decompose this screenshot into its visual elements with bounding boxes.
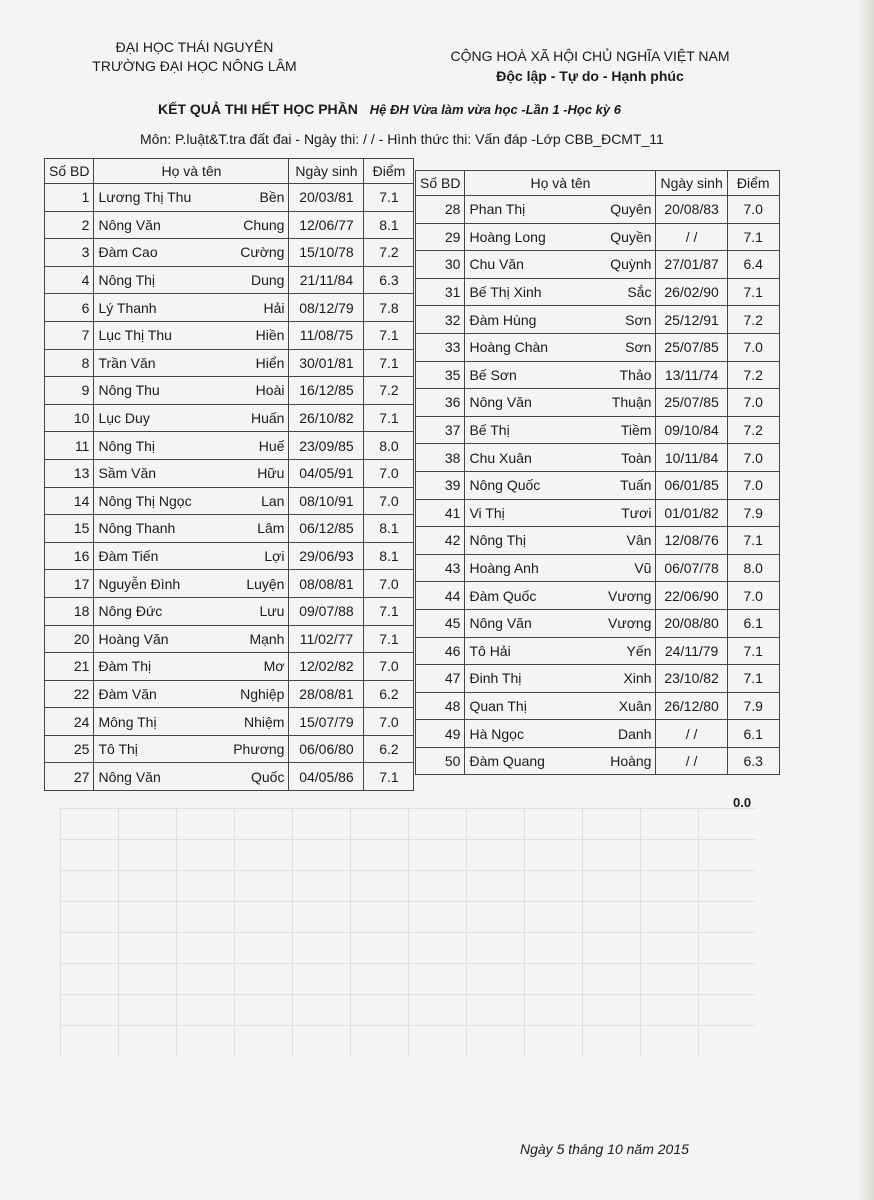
student-given-name: Tiềm: [578, 416, 656, 444]
student-score: 7.1: [727, 527, 779, 555]
student-name: Lý Thanh: [94, 294, 212, 322]
student-number: 7: [45, 321, 94, 349]
student-given-name: Quốc: [212, 763, 289, 791]
student-dob: 12/06/77: [289, 211, 364, 239]
col-header-name: Họ và tên: [465, 171, 656, 196]
student-dob: / /: [656, 747, 727, 775]
student-score: 7.0: [727, 333, 779, 361]
student-number: 29: [416, 223, 465, 251]
student-dob: / /: [656, 223, 727, 251]
student-dob: 20/03/81: [289, 184, 364, 212]
student-number: 27: [45, 763, 94, 791]
student-given-name: Tươi: [578, 499, 656, 527]
student-score: 8.0: [727, 554, 779, 582]
university-name: ĐẠI HỌC THÁI NGUYÊN: [115, 39, 274, 55]
student-given-name: Vũ: [578, 554, 656, 582]
student-dob: 04/05/86: [289, 763, 364, 791]
student-name: Hà Ngọc: [465, 720, 578, 748]
student-score: 8.1: [364, 542, 414, 570]
table-row: [45, 597, 414, 625]
student-name: Đàm Văn: [94, 680, 212, 708]
student-score: 7.1: [364, 321, 414, 349]
student-number: 30: [416, 251, 465, 279]
student-name: Phan Thị: [465, 196, 578, 224]
table-row: [416, 720, 780, 748]
student-given-name: Quyền: [578, 223, 656, 251]
student-number: 31: [416, 278, 465, 306]
student-score: 6.2: [364, 680, 414, 708]
student-name: Tô Hải: [465, 637, 578, 665]
student-score: 6.4: [727, 251, 779, 279]
student-dob: 26/12/80: [656, 692, 727, 720]
student-score: 7.0: [364, 653, 414, 681]
student-dob: 06/12/85: [289, 515, 364, 543]
student-score: 7.0: [364, 570, 414, 598]
student-given-name: Xuân: [578, 692, 656, 720]
student-given-name: Sơn: [578, 333, 656, 361]
student-name: Nông Thu: [94, 377, 212, 405]
student-name: Nông Quốc: [465, 471, 578, 499]
student-given-name: Nghiệp: [212, 680, 289, 708]
student-given-name: Xinh: [578, 665, 656, 693]
table-row: [416, 665, 780, 693]
table-row: [45, 459, 414, 487]
student-score: 7.8: [364, 294, 414, 322]
student-name: Vi Thị: [465, 499, 578, 527]
student-dob: 23/10/82: [656, 665, 727, 693]
col-header-score: Điểm: [727, 171, 779, 196]
student-name: Nông Thị: [465, 527, 578, 555]
student-dob: 21/11/84: [289, 266, 364, 294]
student-number: 8: [45, 349, 94, 377]
student-score: 7.2: [727, 416, 779, 444]
student-name: Sầm Văn: [94, 459, 212, 487]
student-dob: 16/12/85: [289, 377, 364, 405]
student-name: Lục Duy: [94, 404, 212, 432]
student-name: Lương Thị Thu: [94, 184, 212, 212]
student-name: Nông Văn: [94, 763, 212, 791]
student-dob: 04/05/91: [289, 459, 364, 487]
student-name: Mông Thị: [94, 708, 212, 736]
student-number: 28: [416, 196, 465, 224]
student-number: 32: [416, 306, 465, 334]
student-number: 39: [416, 471, 465, 499]
student-score: 7.0: [727, 471, 779, 499]
student-number: 14: [45, 487, 94, 515]
student-given-name: Vương: [578, 609, 656, 637]
table-row: [416, 747, 780, 775]
student-name: Nông Văn: [465, 389, 578, 417]
table-row: [416, 692, 780, 720]
student-name: Nông Đức: [94, 597, 212, 625]
student-score: 7.0: [727, 196, 779, 224]
student-given-name: Hiền: [212, 321, 289, 349]
student-dob: 23/09/85: [289, 432, 364, 460]
student-dob: 08/12/79: [289, 294, 364, 322]
student-given-name: Yến: [578, 637, 656, 665]
student-dob: 25/07/85: [656, 389, 727, 417]
student-number: 17: [45, 570, 94, 598]
student-score: 8.0: [364, 432, 414, 460]
student-dob: 09/07/88: [289, 597, 364, 625]
student-given-name: Mơ: [212, 653, 289, 681]
table-row: [45, 653, 414, 681]
results-table-right: [415, 170, 780, 775]
student-number: 33: [416, 333, 465, 361]
student-score: 7.1: [727, 278, 779, 306]
student-given-name: Hải: [212, 294, 289, 322]
table-row: [416, 389, 780, 417]
table-row: [45, 211, 414, 239]
table-row: [45, 294, 414, 322]
student-name: Đàm Thị: [94, 653, 212, 681]
student-score: 7.1: [364, 763, 414, 791]
student-name: Hoàng Anh: [465, 554, 578, 582]
student-dob: 26/02/90: [656, 278, 727, 306]
student-dob: 20/08/80: [656, 609, 727, 637]
student-number: 25: [45, 735, 94, 763]
institution-header: [82, 38, 307, 76]
student-number: 44: [416, 582, 465, 610]
student-score: 7.2: [727, 361, 779, 389]
table-header-row: [416, 171, 780, 196]
student-dob: 28/08/81: [289, 680, 364, 708]
student-score: 7.1: [727, 665, 779, 693]
student-number: 49: [416, 720, 465, 748]
student-given-name: Danh: [578, 720, 656, 748]
student-given-name: Chung: [212, 211, 289, 239]
student-name: Nông Thị: [94, 266, 212, 294]
col-header-no: Số BD: [416, 171, 465, 196]
table-row: [416, 251, 780, 279]
student-number: 21: [45, 653, 94, 681]
student-dob: 13/11/74: [656, 361, 727, 389]
table-row: [416, 471, 780, 499]
student-number: 20: [45, 625, 94, 653]
student-given-name: Lưu: [212, 597, 289, 625]
student-number: 50: [416, 747, 465, 775]
student-dob: 20/08/83: [656, 196, 727, 224]
student-number: 11: [45, 432, 94, 460]
student-score: 7.0: [727, 389, 779, 417]
student-score: 7.1: [364, 597, 414, 625]
table-row: [45, 487, 414, 515]
student-dob: 09/10/84: [656, 416, 727, 444]
student-name: Lục Thị Thu: [94, 321, 212, 349]
table-row: [45, 625, 414, 653]
student-dob: 25/07/85: [656, 333, 727, 361]
table-row: [416, 582, 780, 610]
student-number: 38: [416, 444, 465, 472]
exam-info: Môn: P.luật&T.tra đất đai - Ngày thi: / / - Hình thức thi: Vấn đáp -Lớp CBB_ĐCMT_11: [140, 131, 664, 147]
student-given-name: Huế: [212, 432, 289, 460]
title-main: KẾT QUẢ THI HẾT HỌC PHẦN: [158, 101, 358, 117]
national-header: [425, 46, 755, 86]
country-name: CỘNG HOÀ XÃ HỘI CHỦ NGHĨA VIỆT NAM: [450, 48, 730, 64]
student-number: 2: [45, 211, 94, 239]
table-row: [416, 196, 780, 224]
student-name: Bế Thị Xinh: [465, 278, 578, 306]
col-header-dob: Ngày sinh: [656, 171, 727, 196]
student-name: Đàm Quốc: [465, 582, 578, 610]
table-row: [45, 377, 414, 405]
student-score: 6.1: [727, 609, 779, 637]
table-row: [45, 680, 414, 708]
student-dob: 30/01/81: [289, 349, 364, 377]
table-row: [416, 499, 780, 527]
student-given-name: Sơn: [578, 306, 656, 334]
student-score: 7.0: [727, 582, 779, 610]
student-score: 7.0: [364, 708, 414, 736]
student-dob: 08/10/91: [289, 487, 364, 515]
student-score: 6.1: [727, 720, 779, 748]
student-dob: / /: [656, 720, 727, 748]
student-score: 7.1: [364, 349, 414, 377]
student-dob: 01/01/82: [656, 499, 727, 527]
student-score: 8.1: [364, 515, 414, 543]
student-score: 6.2: [364, 735, 414, 763]
student-number: 43: [416, 554, 465, 582]
student-given-name: Dung: [212, 266, 289, 294]
student-number: 46: [416, 637, 465, 665]
table-row: [45, 321, 414, 349]
student-given-name: Vương: [578, 582, 656, 610]
student-name: Đàm Cao: [94, 239, 212, 267]
student-dob: 25/12/91: [656, 306, 727, 334]
table-row: [416, 527, 780, 555]
student-given-name: Tuấn: [578, 471, 656, 499]
student-score: 6.3: [727, 747, 779, 775]
student-score: 7.1: [364, 625, 414, 653]
student-given-name: Bền: [212, 184, 289, 212]
student-name: Nông Thị Ngọc: [94, 487, 212, 515]
national-motto: Độc lập - Tự do - Hạnh phúc: [496, 68, 684, 84]
student-number: 10: [45, 404, 94, 432]
student-number: 36: [416, 389, 465, 417]
student-dob: 15/10/78: [289, 239, 364, 267]
student-name: Bế Sơn: [465, 361, 578, 389]
scan-edge-shadow: [858, 0, 874, 1200]
student-dob: 06/06/80: [289, 735, 364, 763]
student-score: 7.0: [364, 459, 414, 487]
results-table-left: [44, 158, 414, 791]
student-dob: 10/11/84: [656, 444, 727, 472]
student-name: Nguyễn Đình: [94, 570, 212, 598]
student-number: 6: [45, 294, 94, 322]
student-number: 15: [45, 515, 94, 543]
table-row: [416, 306, 780, 334]
student-number: 35: [416, 361, 465, 389]
table-row: [416, 554, 780, 582]
student-name: Đàm Tiến: [94, 542, 212, 570]
student-number: 41: [416, 499, 465, 527]
student-given-name: Lâm: [212, 515, 289, 543]
table-row: [416, 444, 780, 472]
student-name: Tô Thị: [94, 735, 212, 763]
table-row: [416, 637, 780, 665]
student-number: 3: [45, 239, 94, 267]
table-row: [45, 763, 414, 791]
table-row: [416, 416, 780, 444]
student-dob: 22/06/90: [656, 582, 727, 610]
col-header-name: Họ và tên: [94, 159, 289, 184]
student-given-name: Sắc: [578, 278, 656, 306]
student-name: Hoàng Long: [465, 223, 578, 251]
student-dob: 11/02/77: [289, 625, 364, 653]
student-dob: 12/02/82: [289, 653, 364, 681]
student-name: Bế Thị: [465, 416, 578, 444]
student-score: 7.1: [727, 637, 779, 665]
student-name: Đàm Quang: [465, 747, 578, 775]
col-header-dob: Ngày sinh: [289, 159, 364, 184]
table-header-row: [45, 159, 414, 184]
student-score: 7.1: [727, 223, 779, 251]
col-header-score: Điểm: [364, 159, 414, 184]
student-score: 7.0: [727, 444, 779, 472]
student-number: 9: [45, 377, 94, 405]
col-header-no: Số BD: [45, 159, 94, 184]
student-score: 7.0: [364, 487, 414, 515]
table-row: [45, 349, 414, 377]
student-given-name: Phương: [212, 735, 289, 763]
student-name: Nông Thanh: [94, 515, 212, 543]
table-row: [416, 333, 780, 361]
table-row: [45, 542, 414, 570]
student-given-name: Quỳnh: [578, 251, 656, 279]
title-sub: Hệ ĐH Vừa làm vừa học -Lần 1 -Học kỳ 6: [369, 102, 621, 117]
student-dob: 27/01/87: [656, 251, 727, 279]
student-given-name: Thuận: [578, 389, 656, 417]
student-score: 7.9: [727, 692, 779, 720]
table-row: [45, 404, 414, 432]
student-given-name: Mạnh: [212, 625, 289, 653]
table-row: [45, 735, 414, 763]
student-given-name: Nhiệm: [212, 708, 289, 736]
student-number: 16: [45, 542, 94, 570]
table-row: [45, 266, 414, 294]
student-score: 6.3: [364, 266, 414, 294]
student-score: 7.1: [364, 404, 414, 432]
student-given-name: Vân: [578, 527, 656, 555]
table-row: [45, 239, 414, 267]
student-given-name: Cường: [212, 239, 289, 267]
student-given-name: Hoài: [212, 377, 289, 405]
student-score: 8.1: [364, 211, 414, 239]
student-name: Nông Văn: [465, 609, 578, 637]
student-given-name: Lợi: [212, 542, 289, 570]
student-given-name: Thảo: [578, 361, 656, 389]
student-name: Chu Xuân: [465, 444, 578, 472]
bleed-through-grid: [60, 808, 755, 1056]
student-name: Nông Văn: [94, 211, 212, 239]
table-row: [45, 184, 414, 212]
table-row: [416, 609, 780, 637]
student-name: Trần Văn: [94, 349, 212, 377]
student-number: 48: [416, 692, 465, 720]
document-title: [158, 101, 621, 117]
student-dob: 06/07/78: [656, 554, 727, 582]
student-number: 1: [45, 184, 94, 212]
student-given-name: Hữu: [212, 459, 289, 487]
footer-date: Ngày 5 tháng 10 năm 2015: [520, 1141, 689, 1157]
table-row: [45, 570, 414, 598]
table-row: [45, 432, 414, 460]
student-dob: 24/11/79: [656, 637, 727, 665]
student-score: 7.2: [364, 377, 414, 405]
student-number: 13: [45, 459, 94, 487]
student-name: Đàm Hùng: [465, 306, 578, 334]
student-score: 7.9: [727, 499, 779, 527]
student-dob: 11/08/75: [289, 321, 364, 349]
student-number: 24: [45, 708, 94, 736]
student-name: Hoàng Chàn: [465, 333, 578, 361]
table-row: [416, 361, 780, 389]
school-name: TRƯỜNG ĐẠI HỌC NÔNG LÂM: [92, 58, 297, 74]
student-given-name: Toàn: [578, 444, 656, 472]
student-dob: 26/10/82: [289, 404, 364, 432]
student-name: Quan Thị: [465, 692, 578, 720]
table-row: [45, 708, 414, 736]
student-number: 47: [416, 665, 465, 693]
student-score: 7.2: [727, 306, 779, 334]
table-row: [416, 223, 780, 251]
student-given-name: Lan: [212, 487, 289, 515]
student-number: 45: [416, 609, 465, 637]
student-given-name: Hoàng: [578, 747, 656, 775]
table-row: [416, 278, 780, 306]
student-dob: 08/08/81: [289, 570, 364, 598]
student-name: Nông Thị: [94, 432, 212, 460]
student-dob: 12/08/76: [656, 527, 727, 555]
table-row: [45, 515, 414, 543]
student-name: Hoàng Văn: [94, 625, 212, 653]
student-number: 37: [416, 416, 465, 444]
student-score: 7.1: [364, 184, 414, 212]
student-given-name: Huấn: [212, 404, 289, 432]
student-given-name: Luyện: [212, 570, 289, 598]
student-dob: 06/01/85: [656, 471, 727, 499]
student-dob: 15/07/79: [289, 708, 364, 736]
student-name: Đinh Thị: [465, 665, 578, 693]
student-name: Chu Văn: [465, 251, 578, 279]
student-score: 7.2: [364, 239, 414, 267]
student-number: 18: [45, 597, 94, 625]
student-given-name: Hiển: [212, 349, 289, 377]
student-number: 22: [45, 680, 94, 708]
student-dob: 29/06/93: [289, 542, 364, 570]
student-number: 4: [45, 266, 94, 294]
student-number: 42: [416, 527, 465, 555]
student-given-name: Quyên: [578, 196, 656, 224]
total-value: 0.0: [733, 795, 752, 810]
